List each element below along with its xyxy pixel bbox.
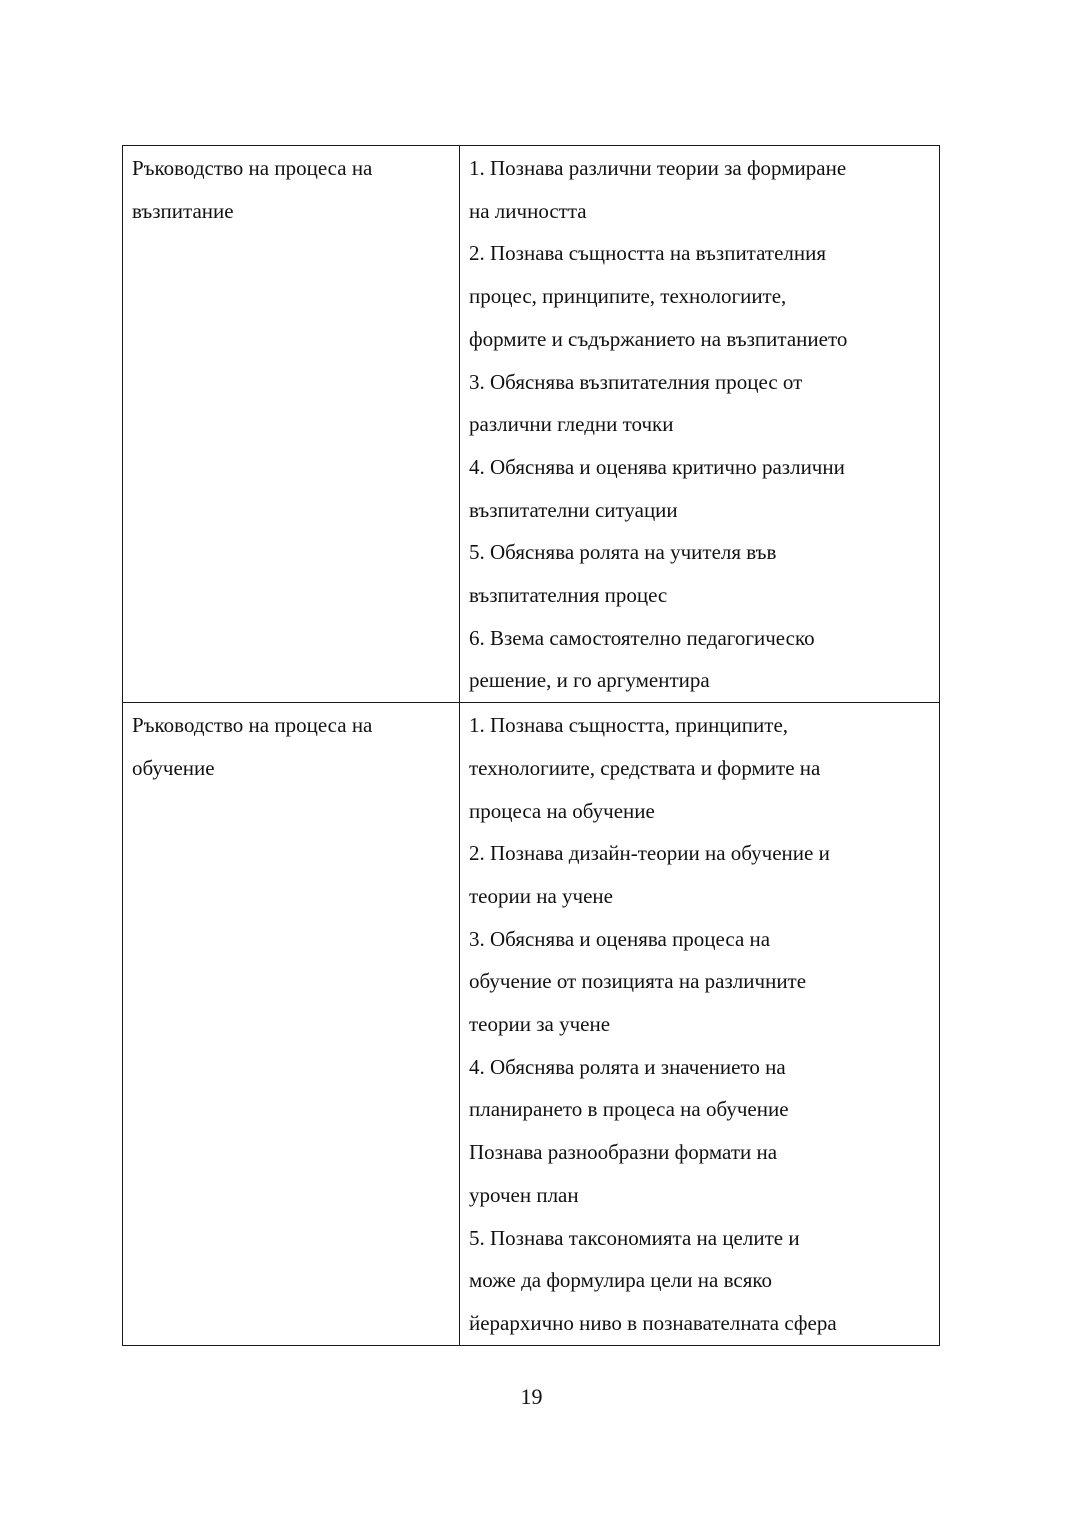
outcome-line: 6. Взема самостоятелно педагогическо	[469, 625, 815, 650]
outcome-line: теории на учене	[469, 883, 613, 908]
outcome-line: Познава разнообразни формати на	[469, 1140, 778, 1165]
outcome-line: възпитателния процес	[469, 583, 668, 608]
outcome-line: решение, и го аргументира	[469, 668, 710, 693]
table-row	[123, 703, 940, 1346]
table-row	[123, 146, 940, 703]
outcome-line: може да формулира цели на всяко	[469, 1268, 773, 1293]
outcome-line: 4. Обяснява ролята и значението на	[469, 1054, 786, 1079]
outcome-line: 3. Обяснява и оценява процеса на	[469, 926, 771, 951]
outcome-line: 4. Обяснява и оценява критично различни	[469, 454, 845, 479]
outcome-line: възпитателни ситуации	[469, 497, 678, 522]
outcome-line: теории за учене	[469, 1012, 611, 1037]
area-line: обучение	[132, 755, 215, 780]
outcome-line: 5. Обяснява ролята на учителя във	[469, 540, 777, 565]
outcome-line: урочен план	[469, 1182, 579, 1207]
outcomes-cell	[460, 703, 940, 1346]
outcome-line: процеса на обучение	[469, 798, 655, 823]
area-cell	[123, 146, 460, 703]
outcome-line: формите и съдържанието на възпитанието	[469, 326, 848, 351]
competency-table	[122, 145, 940, 1346]
area-line: Ръководство на процеса на	[132, 713, 373, 738]
area-cell	[123, 703, 460, 1346]
area-line: Ръководство на процеса на	[132, 156, 373, 180]
outcome-line: 1. Познава различни теории за формиране	[469, 156, 847, 180]
outcomes-cell	[460, 146, 940, 703]
outcome-line: 2. Познава същността на възпитателния	[469, 241, 826, 266]
outcome-line: различни гледни точки	[469, 412, 674, 437]
area-line: възпитание	[132, 198, 234, 223]
outcome-line: 2. Познава дизайн-теории на обучение и	[469, 841, 830, 866]
outcome-line: 1. Познава същността, принципите,	[469, 713, 789, 738]
page-number: 19	[520, 1384, 543, 1409]
outcome-line: планирането в процеса на обучение	[469, 1097, 789, 1122]
outcome-line: технологиите, средствата и формите на	[469, 755, 821, 780]
outcome-line: 3. Обяснява възпитателния процес от	[469, 369, 803, 394]
outcome-line: йерархично ниво в познавателната сфера	[469, 1310, 837, 1335]
outcome-line: 5. Познава таксономията на целите и	[469, 1225, 800, 1250]
outcome-line: обучение от позицията на различните	[469, 969, 807, 994]
outcome-line: процес, принципите, технологиите,	[469, 284, 787, 309]
outcome-line: на личността	[469, 198, 587, 223]
